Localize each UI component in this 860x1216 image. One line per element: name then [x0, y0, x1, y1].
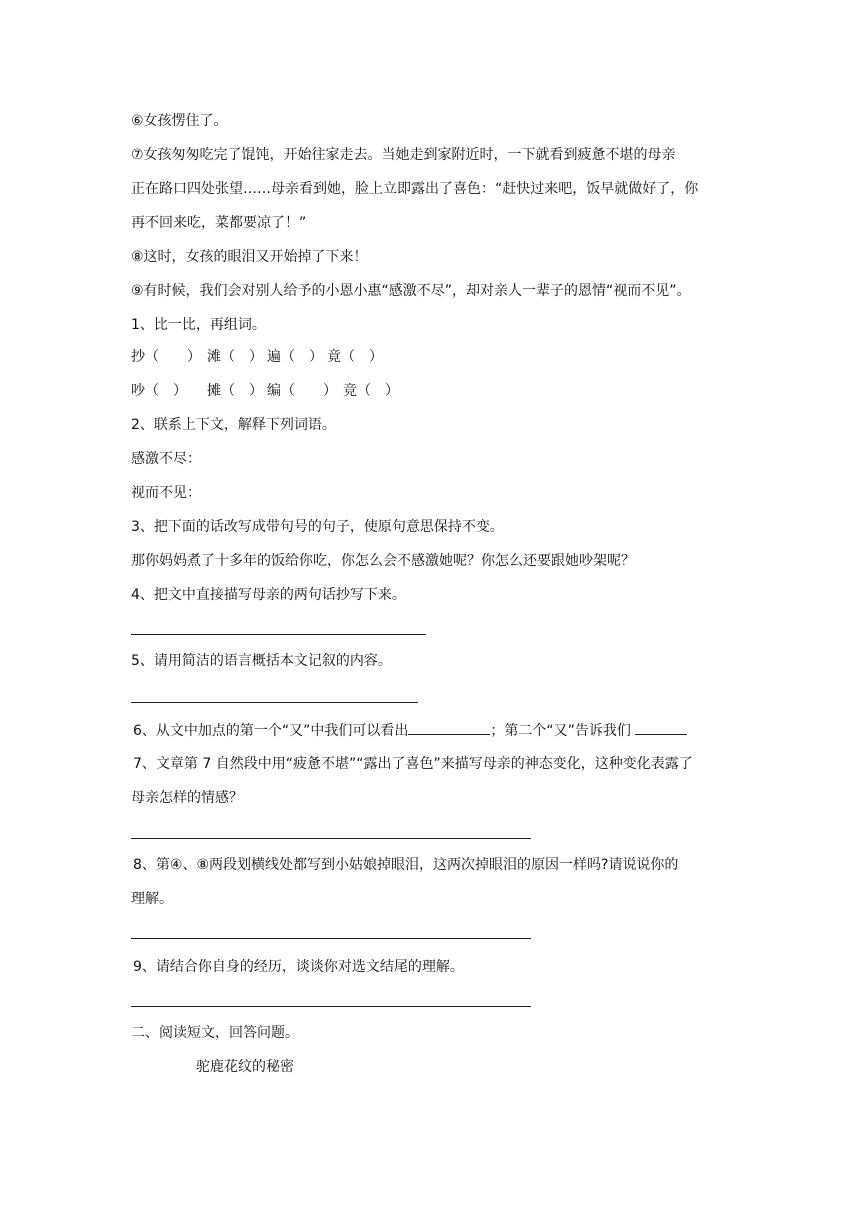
- question-2-term-b: 视而不见：: [131, 485, 201, 501]
- answer-line-q4[interactable]: [131, 634, 426, 635]
- question-5: 5、请用简洁的语言概括本文记叙的内容。: [131, 653, 392, 669]
- question-9: 9、请结合你自身的经历，谈谈你对选文结尾的理解。: [133, 959, 464, 975]
- section-2-heading: 二、阅读短文，回答问题。: [131, 1025, 299, 1041]
- question-1: 1、比一比，再组词。: [131, 317, 266, 333]
- answer-blank-q6-a[interactable]: [408, 720, 490, 735]
- question-8-line-2: 理解。: [131, 891, 173, 907]
- paragraph-7-line-1: ⑦女孩匆匆吃完了馄饨，开始往家走去。当她走到家附近时，一下就看到疲惫不堪的母亲: [131, 147, 676, 163]
- q1-char: 滩: [207, 349, 221, 365]
- question-7-line-1: 7、文章第 7 自然段中用“疲惫不堪”“露出了喜色”来描写母亲的神态变化，这种变化表露了: [133, 756, 693, 772]
- question-8-line-1: 8、第④、⑧两段划横线处都写到小姑娘掉眼泪，这两次掉眼泪的原因一样吗?请说说你的: [133, 857, 679, 873]
- q1-char: 抄: [131, 349, 145, 365]
- q1-char: 竟: [327, 349, 341, 365]
- q1-char: 吵: [131, 383, 145, 399]
- q1-char: 遍: [267, 349, 281, 365]
- question-7-line-2: 母亲怎样的情感？: [131, 790, 243, 806]
- question-6: [133, 720, 687, 741]
- paragraph-7-line-3: 再不回来吃，菜都要凉了！”: [131, 215, 307, 231]
- answer-blank-q6-b[interactable]: [635, 720, 687, 735]
- question-2-term-a: 感激不尽：: [131, 451, 201, 467]
- q1-row-1: 抄（ ） 滩（ ） 遍（ ） 竟（ ）: [131, 349, 383, 365]
- question-6-part-b: ；第二个“又”告诉我们: [490, 723, 631, 739]
- section-2-title: 驼鹿花纹的秘密: [196, 1059, 294, 1075]
- q1-char: 编: [267, 383, 281, 399]
- q1-char: 竞: [343, 383, 357, 399]
- paragraph-6: ⑥女孩愣住了。: [131, 113, 228, 129]
- answer-line-q7[interactable]: [131, 838, 531, 839]
- answer-line-q9[interactable]: [131, 1006, 531, 1007]
- question-2: 2、联系上下文，解释下列词语。: [131, 417, 336, 433]
- question-4: 4、把文中直接描写母亲的两句话抄写下来。: [131, 587, 406, 603]
- paragraph-9: ⑨有时候，我们会对别人给予的小恩小惠“感激不尽”，却对亲人一辈子的恩情“视而不见”。: [131, 283, 691, 299]
- paragraph-8: ⑧这时，女孩的眼泪又开始掉了下来！: [131, 249, 368, 265]
- q1-char: 摊: [207, 383, 221, 399]
- question-3: 3、把下面的话改写成带句号的句子，使原句意思保持不变。: [131, 519, 504, 535]
- question-3-sentence: 那你妈妈煮了十多年的饭给你吃，你怎么会不感激她呢？你怎么还要跟她吵架呢？: [131, 553, 635, 569]
- answer-line-q5[interactable]: [131, 702, 418, 703]
- question-6-part-a: 6、从文中加点的第一个“又”中我们可以看出: [133, 723, 409, 739]
- answer-line-q8[interactable]: [131, 938, 531, 939]
- paragraph-7-line-2: 正在路口四处张望……母亲看到她，脸上立即露出了喜色：“赶快过来吧，饭早就做好了，你: [131, 181, 699, 197]
- q1-row-2: 吵（ ） 摊（ ） 编（ ） 竞（ ）: [131, 383, 399, 399]
